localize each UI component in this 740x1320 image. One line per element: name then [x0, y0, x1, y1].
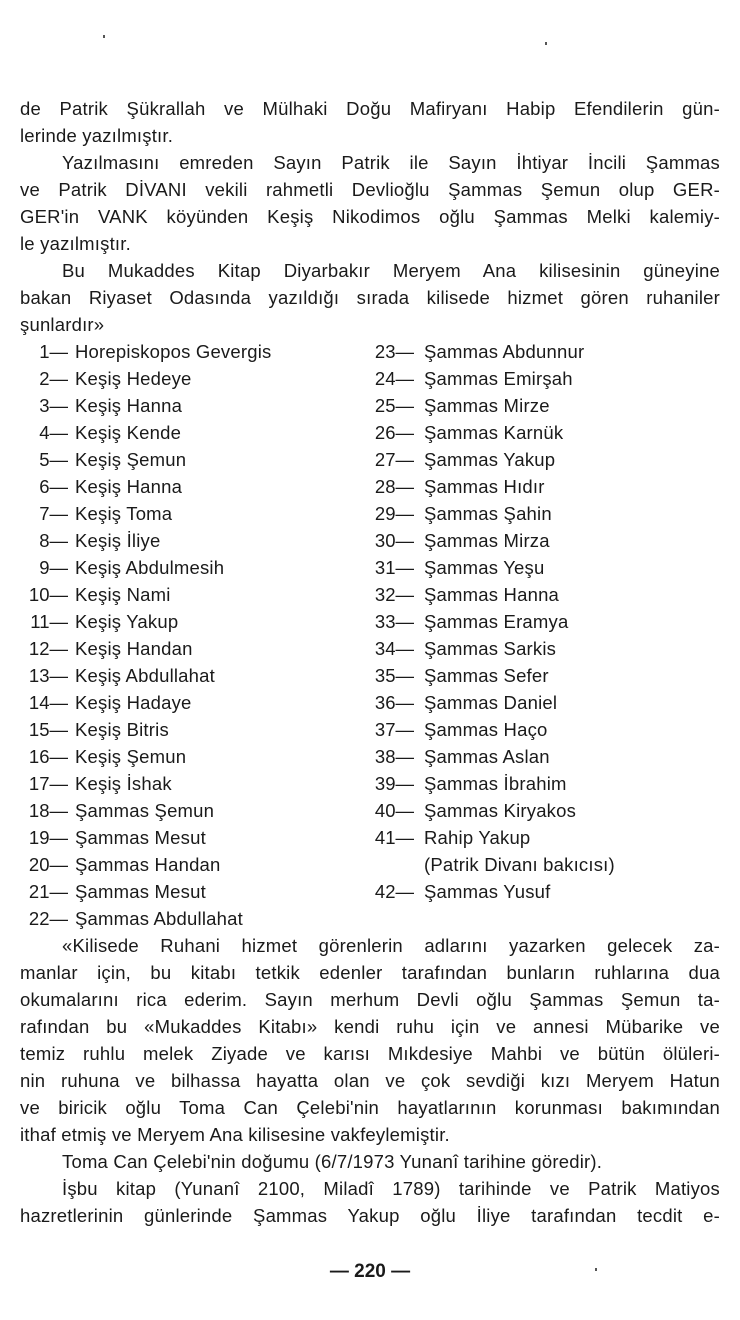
list-number: 23— — [374, 341, 414, 362]
intro-line: GER'in VANK köyünden Keşiş Nikodimos oğlu Şammas Melki kalemiy- — [20, 206, 720, 227]
list-name: Keşiş Hadaye — [75, 692, 192, 713]
list-number: 26— — [374, 422, 414, 443]
outro-line: «Kilisede Ruhani hizmet görenlerin adlarını yazarken gelecek za- — [62, 935, 720, 956]
list-number: 19— — [28, 827, 68, 848]
list-name: Keşiş Yakup — [75, 611, 179, 632]
list-number: 13— — [28, 665, 68, 686]
list-number: 40— — [374, 800, 414, 821]
list-number: 35— — [374, 665, 414, 686]
list-name: Horepiskopos Gevergis — [75, 341, 272, 362]
intro-line: bakan Riyaset Odasında yazıldığı sırada kilisede hizmet gören ruhaniler — [20, 287, 720, 308]
list-number: 22— — [28, 908, 68, 929]
list-number: 8— — [39, 530, 68, 551]
list-number: 24— — [374, 368, 414, 389]
list-number: 32— — [374, 584, 414, 605]
list-name: Keşiş Handan — [75, 638, 193, 659]
scan-speck — [103, 35, 105, 38]
outro-line: ve biricik oğlu Toma Can Çelebi'nin hayatlarının korunması bakımından — [20, 1097, 720, 1118]
list-name: Şammas Hanna — [424, 584, 560, 605]
page-number: — 220 — — [329, 1261, 411, 1282]
list-number: 10— — [28, 584, 68, 605]
list-number: 14— — [28, 692, 68, 713]
outro-line: ithaf etmiş ve Meryem Ana kilisesine vakfeylemiştir. — [20, 1124, 450, 1145]
list-number: 36— — [374, 692, 414, 713]
list-name: Şammas Şemun — [75, 800, 215, 821]
list-number: 2— — [39, 368, 68, 389]
list-number: 7— — [39, 503, 68, 524]
list-name: Keşiş Abdulmesih — [75, 557, 225, 578]
list-name: Şammas Mesut — [75, 827, 206, 848]
list-name: Şammas Karnük — [424, 422, 564, 443]
list-name: Keşiş Toma — [75, 503, 173, 524]
list-number: 41— — [374, 827, 414, 848]
outro-line: nin ruhuna ve bilhassa hayatta olan ve çok sevdiği kızı Meryem Hatun — [20, 1070, 720, 1091]
list-note: (Patrik Divanı bakıcısı) — [424, 854, 615, 875]
intro-line: şunlardır» — [20, 314, 105, 335]
list-number: 15— — [28, 719, 68, 740]
list-name: Şammas Eramya — [424, 611, 569, 632]
list-name: Keşiş Şemun — [75, 746, 187, 767]
list-name: Şammas Sarkis — [424, 638, 557, 659]
outro-line: Toma Can Çelebi'nin doğumu (6/7/1973 Yunanî tarihine göredir). — [62, 1151, 603, 1172]
list-name: Şammas Sefer — [424, 665, 549, 686]
list-number: 11— — [30, 611, 68, 632]
list-number: 16— — [28, 746, 68, 767]
list-name: Keşiş Şemun — [75, 449, 187, 470]
list-number: 9— — [39, 557, 68, 578]
list-number: 5— — [39, 449, 68, 470]
list-number: 31— — [374, 557, 414, 578]
list-number: 38— — [374, 746, 414, 767]
list-number: 33— — [374, 611, 414, 632]
intro-line: de Patrik Şükrallah ve Mülhaki Doğu Mafiryanı Habip Efendilerin gün- — [20, 98, 720, 119]
list-name: Şammas Daniel — [424, 692, 558, 713]
intro-line: le yazılmıştır. — [20, 233, 131, 254]
list-number: 42— — [374, 881, 414, 902]
list-name: Şammas Şahin — [424, 503, 552, 524]
list-name: Keşiş Hedeye — [75, 368, 192, 389]
outro-line: rafından bu «Mukaddes Kitabı» kendi ruhu için ve annesi Mübarike ve — [20, 1016, 720, 1037]
scan-speck — [545, 42, 547, 45]
list-name: Şammas Abdunnur — [424, 341, 585, 362]
list-number: 20— — [28, 854, 68, 875]
list-name: Şammas Hıdır — [424, 476, 545, 497]
list-name: Şammas Yeşu — [424, 557, 545, 578]
list-number: 34— — [374, 638, 414, 659]
list-number: 28— — [374, 476, 414, 497]
list-number: 37— — [374, 719, 414, 740]
outro-line: İşbu kitap (Yunanî 2100, Miladî 1789) tarihinde ve Patrik Matiyos — [62, 1178, 720, 1199]
outro-line: okumalarını rica ederim. Sayın merhum Devli oğlu Şammas Şemun ta- — [20, 989, 720, 1010]
intro-line: Bu Mukaddes Kitap Diyarbakır Meryem Ana kilisesinin güneyine — [62, 260, 720, 281]
list-name: Keşiş Hanna — [75, 395, 183, 416]
list-name: Keşiş Nami — [75, 584, 171, 605]
outro-line: manlar için, bu kitabı tetkik edenler tarafından bunların ruhlarına dua — [20, 962, 720, 983]
list-number: 3— — [39, 395, 68, 416]
list-number: 4— — [39, 422, 68, 443]
intro-line: lerinde yazılmıştır. — [20, 125, 174, 146]
list-name: Keşiş Hanna — [75, 476, 183, 497]
list-number: 27— — [374, 449, 414, 470]
list-number: 30— — [374, 530, 414, 551]
list-name: Keşiş İliye — [75, 530, 161, 551]
list-number: 17— — [28, 773, 68, 794]
list-name: Keşiş Abdullahat — [75, 665, 215, 686]
list-name: Şammas Mirza — [424, 530, 550, 551]
outro-line: temiz ruhlu melek Ziyade ve karısı Mıkdesiye Mahbi ve bütün ölüleri- — [20, 1043, 720, 1064]
list-name: Şammas Aslan — [424, 746, 550, 767]
scan-speck — [595, 1268, 597, 1271]
list-name: Keşiş Kende — [75, 422, 182, 443]
list-number: 25— — [374, 395, 414, 416]
list-name: Şammas Abdullahat — [75, 908, 243, 929]
list-name: Şammas Emirşah — [424, 368, 573, 389]
list-number: 29— — [374, 503, 414, 524]
list-name: Rahip Yakup — [424, 827, 531, 848]
outro-line: hazretlerinin günlerinde Şammas Yakup oğlu İliye tarafından tecdit e- — [20, 1205, 720, 1226]
list-name: Keşiş Bitris — [75, 719, 169, 740]
list-number: 6— — [39, 476, 68, 497]
list-number: 21— — [28, 881, 68, 902]
list-name: Şammas Haço — [424, 719, 548, 740]
list-name: Şammas İbrahim — [424, 773, 567, 794]
list-number: 39— — [374, 773, 414, 794]
intro-line: Yazılmasını emreden Sayın Patrik ile Sayın İhtiyar İncili Şammas — [62, 152, 720, 173]
list-number: 12— — [28, 638, 68, 659]
list-name: Şammas Kiryakos — [424, 800, 577, 821]
list-name: Şammas Mirze — [424, 395, 550, 416]
list-name: Şammas Yusuf — [424, 881, 551, 902]
list-number: 18— — [28, 800, 68, 821]
list-name: Şammas Mesut — [75, 881, 206, 902]
list-name: Şammas Yakup — [424, 449, 556, 470]
intro-line: ve Patrik DİVANI vekili rahmetli Devlioğlu Şammas Şemun olup GER- — [20, 179, 720, 200]
list-name: Şammas Handan — [75, 854, 221, 875]
list-number: 1— — [39, 341, 68, 362]
list-name: Keşiş İshak — [75, 773, 172, 794]
